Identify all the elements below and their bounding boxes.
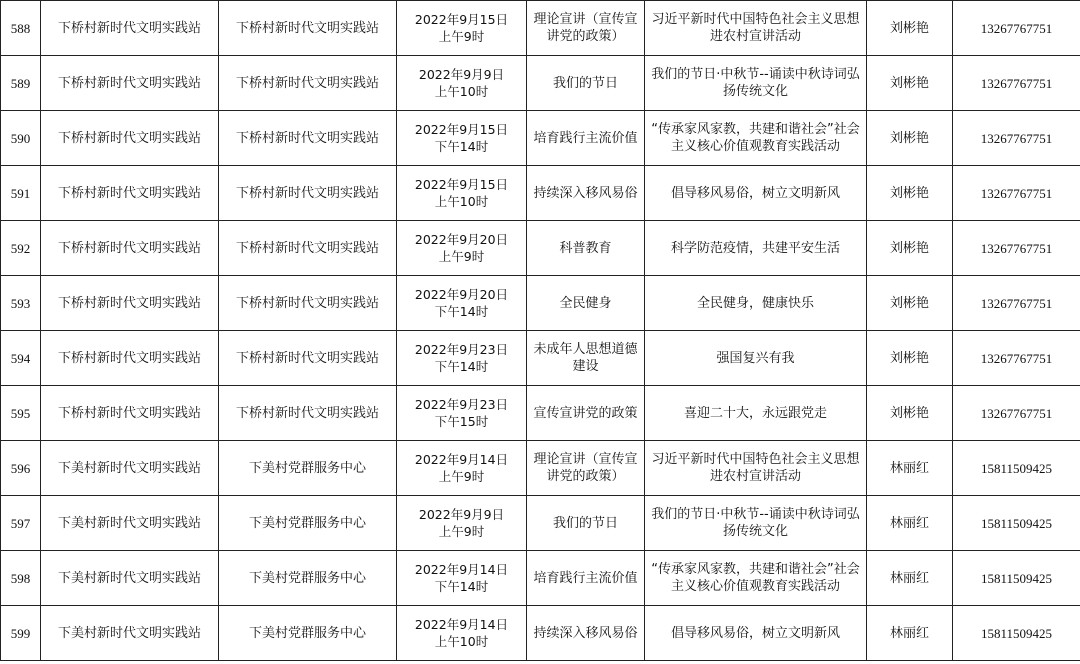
phone-cell: 15811509425 (953, 441, 1080, 496)
category-cell: 持续深入移风易俗 (527, 166, 645, 221)
table-row (1, 386, 1080, 441)
station-cell: 下桥村新时代文明实践站 (41, 111, 219, 166)
phone-cell: 15811509425 (953, 496, 1080, 551)
theme-cell: 倡导移风易俗，树立文明新风 (645, 606, 867, 661)
theme-cell: “传承家风家教，共建和谐社会”社会主义核心价值观教育实践活动 (645, 551, 867, 606)
row-number-cell: 588 (1, 1, 41, 56)
table-row (1, 56, 1080, 111)
table-row (1, 111, 1080, 166)
contact-cell: 林丽红 (867, 496, 953, 551)
datetime-cell (397, 331, 527, 386)
contact-cell: 刘彬艳 (867, 1, 953, 56)
table-row (1, 551, 1080, 606)
phone-cell: 13267767751 (953, 221, 1080, 276)
venue-cell: 下美村党群服务中心 (219, 551, 397, 606)
category-cell: 培育践行主流价值 (527, 111, 645, 166)
category-cell: 理论宣讲（宣传宣讲党的政策） (527, 441, 645, 496)
date-text: 2022年9月9日 (418, 67, 505, 82)
station-cell: 下美村新时代文明实践站 (41, 551, 219, 606)
phone-cell: 15811509425 (953, 606, 1080, 661)
time-text: 下午14时 (434, 359, 489, 374)
row-number-cell: 593 (1, 276, 41, 331)
venue-cell: 下桥村新时代文明实践站 (219, 221, 397, 276)
time-text: 下午14时 (434, 304, 489, 319)
theme-cell: 科学防范疫情，共建平安生活 (645, 221, 867, 276)
datetime-cell (397, 496, 527, 551)
venue-cell: 下美村党群服务中心 (219, 441, 397, 496)
date-text: 2022年9月14日 (414, 617, 509, 632)
phone-cell: 13267767751 (953, 276, 1080, 331)
contact-cell: 林丽红 (867, 551, 953, 606)
station-cell: 下桥村新时代文明实践站 (41, 276, 219, 331)
time-text: 上午9时 (438, 469, 485, 484)
date-text: 2022年9月20日 (414, 287, 509, 302)
contact-cell: 刘彬艳 (867, 386, 953, 441)
datetime-cell (397, 166, 527, 221)
table-row (1, 1, 1080, 56)
datetime-cell (397, 276, 527, 331)
row-number-cell: 590 (1, 111, 41, 166)
table-row (1, 331, 1080, 386)
theme-cell: 喜迎二十大，永远跟党走 (645, 386, 867, 441)
datetime-cell (397, 386, 527, 441)
row-number-cell: 596 (1, 441, 41, 496)
time-text: 下午15时 (434, 414, 489, 429)
venue-cell: 下桥村新时代文明实践站 (219, 111, 397, 166)
station-cell: 下桥村新时代文明实践站 (41, 56, 219, 111)
theme-cell: 全民健身，健康快乐 (645, 276, 867, 331)
date-text: 2022年9月20日 (414, 232, 509, 247)
date-text: 2022年9月23日 (414, 342, 509, 357)
row-number-cell: 592 (1, 221, 41, 276)
category-cell: 科普教育 (527, 221, 645, 276)
station-cell: 下美村新时代文明实践站 (41, 606, 219, 661)
station-cell: 下美村新时代文明实践站 (41, 441, 219, 496)
category-cell: 持续深入移风易俗 (527, 606, 645, 661)
time-text: 上午10时 (434, 194, 489, 209)
datetime-cell (397, 56, 527, 111)
contact-cell: 刘彬艳 (867, 166, 953, 221)
station-cell: 下桥村新时代文明实践站 (41, 386, 219, 441)
station-cell: 下桥村新时代文明实践站 (41, 331, 219, 386)
time-text: 下午14时 (434, 139, 489, 154)
phone-cell: 13267767751 (953, 331, 1080, 386)
venue-cell: 下桥村新时代文明实践站 (219, 276, 397, 331)
phone-cell: 15811509425 (953, 551, 1080, 606)
time-text: 上午9时 (438, 249, 485, 264)
date-text: 2022年9月9日 (418, 507, 505, 522)
time-text: 上午10时 (434, 84, 489, 99)
venue-cell: 下桥村新时代文明实践站 (219, 331, 397, 386)
phone-cell: 13267767751 (953, 1, 1080, 56)
theme-cell: 习近平新时代中国特色社会主义思想进农村宣讲活动 (645, 1, 867, 56)
time-text: 上午9时 (438, 29, 485, 44)
venue-cell: 下美村党群服务中心 (219, 496, 397, 551)
category-cell: 培育践行主流价值 (527, 551, 645, 606)
row-number-cell: 599 (1, 606, 41, 661)
contact-cell: 林丽红 (867, 441, 953, 496)
row-number-cell: 597 (1, 496, 41, 551)
datetime-cell (397, 551, 527, 606)
table-row (1, 606, 1080, 661)
station-cell: 下桥村新时代文明实践站 (41, 166, 219, 221)
venue-cell: 下桥村新时代文明实践站 (219, 386, 397, 441)
contact-cell: 刘彬艳 (867, 276, 953, 331)
theme-cell: 我们的节日·中秋节--诵读中秋诗词弘扬传统文化 (645, 56, 867, 111)
row-number-cell: 589 (1, 56, 41, 111)
theme-cell: “传承家风家教，共建和谐社会”社会主义核心价值观教育实践活动 (645, 111, 867, 166)
theme-cell: 我们的节日·中秋节--诵读中秋诗词弘扬传统文化 (645, 496, 867, 551)
contact-cell: 刘彬艳 (867, 111, 953, 166)
venue-cell: 下桥村新时代文明实践站 (219, 56, 397, 111)
date-text: 2022年9月14日 (414, 452, 509, 467)
category-cell: 未成年人思想道德建设 (527, 331, 645, 386)
station-cell: 下桥村新时代文明实践站 (41, 1, 219, 56)
venue-cell: 下美村党群服务中心 (219, 606, 397, 661)
contact-cell: 刘彬艳 (867, 221, 953, 276)
phone-cell: 13267767751 (953, 386, 1080, 441)
row-number-cell: 594 (1, 331, 41, 386)
date-text: 2022年9月14日 (414, 562, 509, 577)
table-row (1, 276, 1080, 331)
category-cell: 我们的节日 (527, 496, 645, 551)
row-number-cell: 598 (1, 551, 41, 606)
venue-cell: 下桥村新时代文明实践站 (219, 1, 397, 56)
datetime-cell (397, 111, 527, 166)
phone-cell: 13267767751 (953, 166, 1080, 221)
datetime-cell (397, 221, 527, 276)
theme-cell: 习近平新时代中国特色社会主义思想进农村宣讲活动 (645, 441, 867, 496)
date-text: 2022年9月23日 (414, 397, 509, 412)
date-text: 2022年9月15日 (414, 12, 509, 27)
table-body (1, 1, 1080, 661)
category-cell: 我们的节日 (527, 56, 645, 111)
station-cell: 下美村新时代文明实践站 (41, 496, 219, 551)
category-cell: 理论宣讲（宣传宣讲党的政策） (527, 1, 645, 56)
datetime-cell (397, 441, 527, 496)
time-text: 上午9时 (438, 524, 485, 539)
station-cell: 下桥村新时代文明实践站 (41, 221, 219, 276)
theme-cell: 强国复兴有我 (645, 331, 867, 386)
category-cell: 全民健身 (527, 276, 645, 331)
row-number-cell: 595 (1, 386, 41, 441)
table-row (1, 496, 1080, 551)
contact-cell: 刘彬艳 (867, 331, 953, 386)
datetime-cell (397, 1, 527, 56)
table-row (1, 221, 1080, 276)
category-cell: 宣传宣讲党的政策 (527, 386, 645, 441)
datetime-cell (397, 606, 527, 661)
date-text: 2022年9月15日 (414, 122, 509, 137)
time-text: 下午14时 (434, 579, 489, 594)
venue-cell: 下桥村新时代文明实践站 (219, 166, 397, 221)
contact-cell: 林丽红 (867, 606, 953, 661)
phone-cell: 13267767751 (953, 111, 1080, 166)
contact-cell: 刘彬艳 (867, 56, 953, 111)
table-row (1, 441, 1080, 496)
phone-cell: 13267767751 (953, 56, 1080, 111)
table-row (1, 166, 1080, 221)
row-number-cell: 591 (1, 166, 41, 221)
theme-cell: 倡导移风易俗，树立文明新风 (645, 166, 867, 221)
time-text: 上午10时 (434, 634, 489, 649)
date-text: 2022年9月15日 (414, 177, 509, 192)
